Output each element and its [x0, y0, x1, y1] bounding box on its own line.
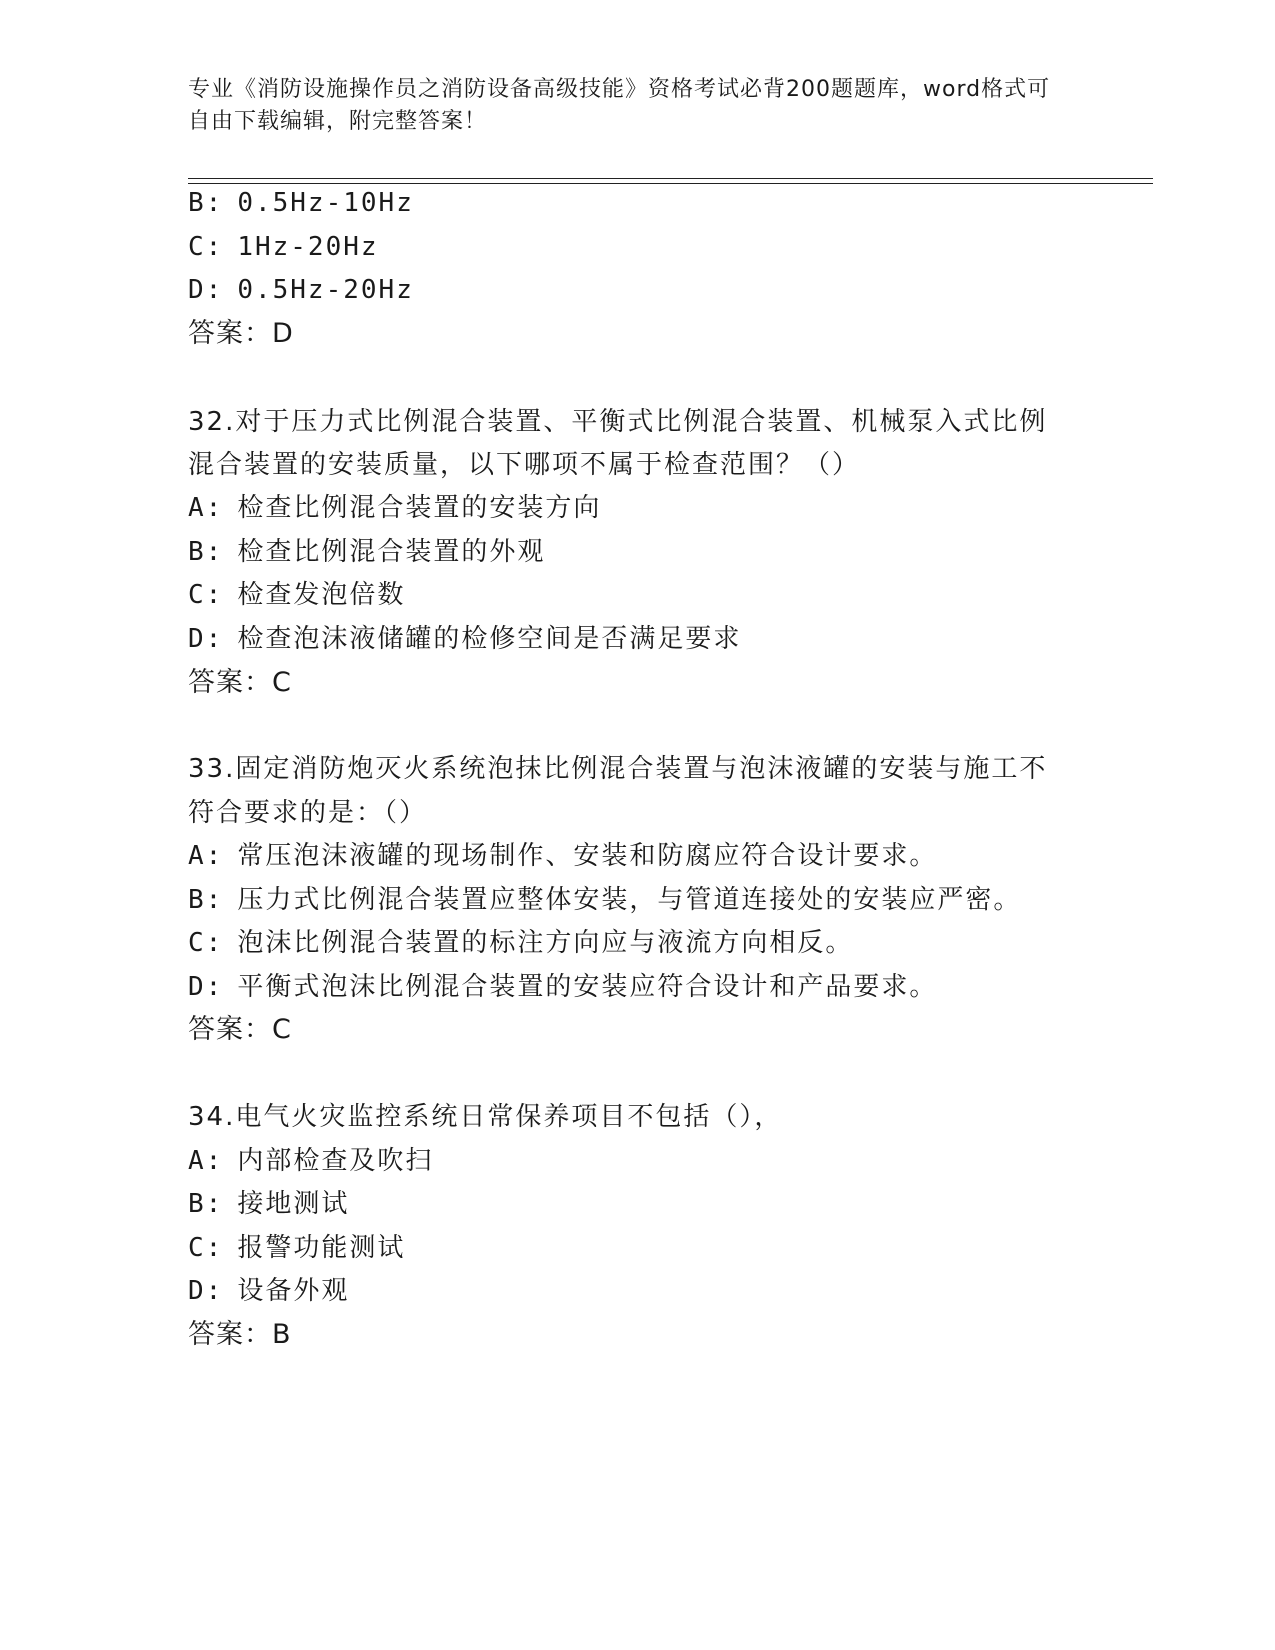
option-text: 接地测试	[237, 1189, 350, 1219]
option-text: 泡沫比例混合装置的标注方向应与液流方向相反。	[237, 928, 854, 958]
q34-option-c	[188, 1231, 405, 1265]
q34-answer: 答案：B	[188, 1319, 292, 1350]
option-text: 常压泡沫液罐的现场制作、安装和防腐应符合设计要求。	[237, 841, 938, 871]
q31-option-b	[188, 186, 414, 220]
option-text: 0.5Hz-20Hz	[237, 275, 414, 305]
q31-option-c	[188, 230, 379, 264]
q33-option-a	[188, 839, 937, 873]
q33-option-b	[188, 883, 1021, 917]
option-letter: C:	[188, 1233, 224, 1263]
q33-text-line1: 33.固定消防炮灭火系统泡抹比例混合装置与泡沫液罐的安装与施工不	[188, 754, 1048, 784]
option-text: 检查发泡倍数	[237, 580, 406, 610]
option-text: 检查比例混合装置的外观	[237, 537, 546, 567]
header-divider-bottom	[188, 183, 1153, 184]
option-letter: C:	[188, 232, 224, 262]
option-text: 内部检查及吹扫	[237, 1146, 434, 1176]
header-divider-top	[188, 178, 1153, 179]
q33-answer: 答案：C	[188, 1014, 292, 1045]
q32-option-a	[188, 491, 601, 525]
option-text: 0.5Hz-10Hz	[237, 188, 414, 218]
q33-text-line2: 符合要求的是：（）	[188, 798, 428, 828]
option-letter: D:	[188, 1276, 224, 1306]
q32-text-line1: 32.对于压力式比例混合装置、平衡式比例混合装置、机械泵入式比例	[188, 407, 1048, 437]
option-letter: D:	[188, 972, 224, 1002]
option-letter: C:	[188, 580, 224, 610]
option-letter: B:	[188, 885, 224, 915]
q34-text-line1: 34.电气火灾监控系统日常保养项目不包括（），	[188, 1102, 783, 1132]
option-text: 检查比例混合装置的安装方向	[237, 493, 602, 523]
option-letter: D:	[188, 624, 224, 654]
q33-option-c	[188, 926, 853, 960]
q34-option-a	[188, 1144, 433, 1178]
q34-option-d	[188, 1274, 349, 1308]
q32-answer: 答案：C	[188, 667, 292, 698]
q32-text-line2: 混合装置的安装质量，以下哪项不属于检查范围？（）	[188, 450, 861, 480]
option-letter: D:	[188, 275, 224, 305]
option-text: 1Hz-20Hz	[237, 232, 379, 262]
q33-option-d	[188, 970, 937, 1004]
q32-option-c	[188, 578, 405, 612]
option-letter: A:	[188, 841, 224, 871]
option-text: 检查泡沫液储罐的检修空间是否满足要求	[237, 624, 742, 654]
option-letter: C:	[188, 928, 224, 958]
option-text: 设备外观	[237, 1276, 350, 1306]
option-letter: B:	[188, 188, 224, 218]
option-text: 压力式比例混合装置应整体安装，与管道连接处的安装应严密。	[237, 885, 1022, 915]
option-letter: B:	[188, 1189, 224, 1219]
q32-option-d	[188, 622, 741, 656]
q31-option-d	[188, 273, 414, 307]
q32-option-b	[188, 535, 545, 569]
option-text: 报警功能测试	[237, 1233, 406, 1263]
option-text: 平衡式泡沫比例混合装置的安装应符合设计和产品要求。	[237, 972, 938, 1002]
option-letter: B:	[188, 537, 224, 567]
q31-answer: 答案：D	[188, 318, 294, 349]
option-letter: A:	[188, 493, 224, 523]
document-header: 专业《消防设施操作员之消防设备高级技能》资格考试必背200题题库，word格式可自由下载编辑，附完整答案！	[188, 77, 1051, 134]
option-letter: A:	[188, 1146, 224, 1176]
q34-option-b	[188, 1187, 349, 1221]
